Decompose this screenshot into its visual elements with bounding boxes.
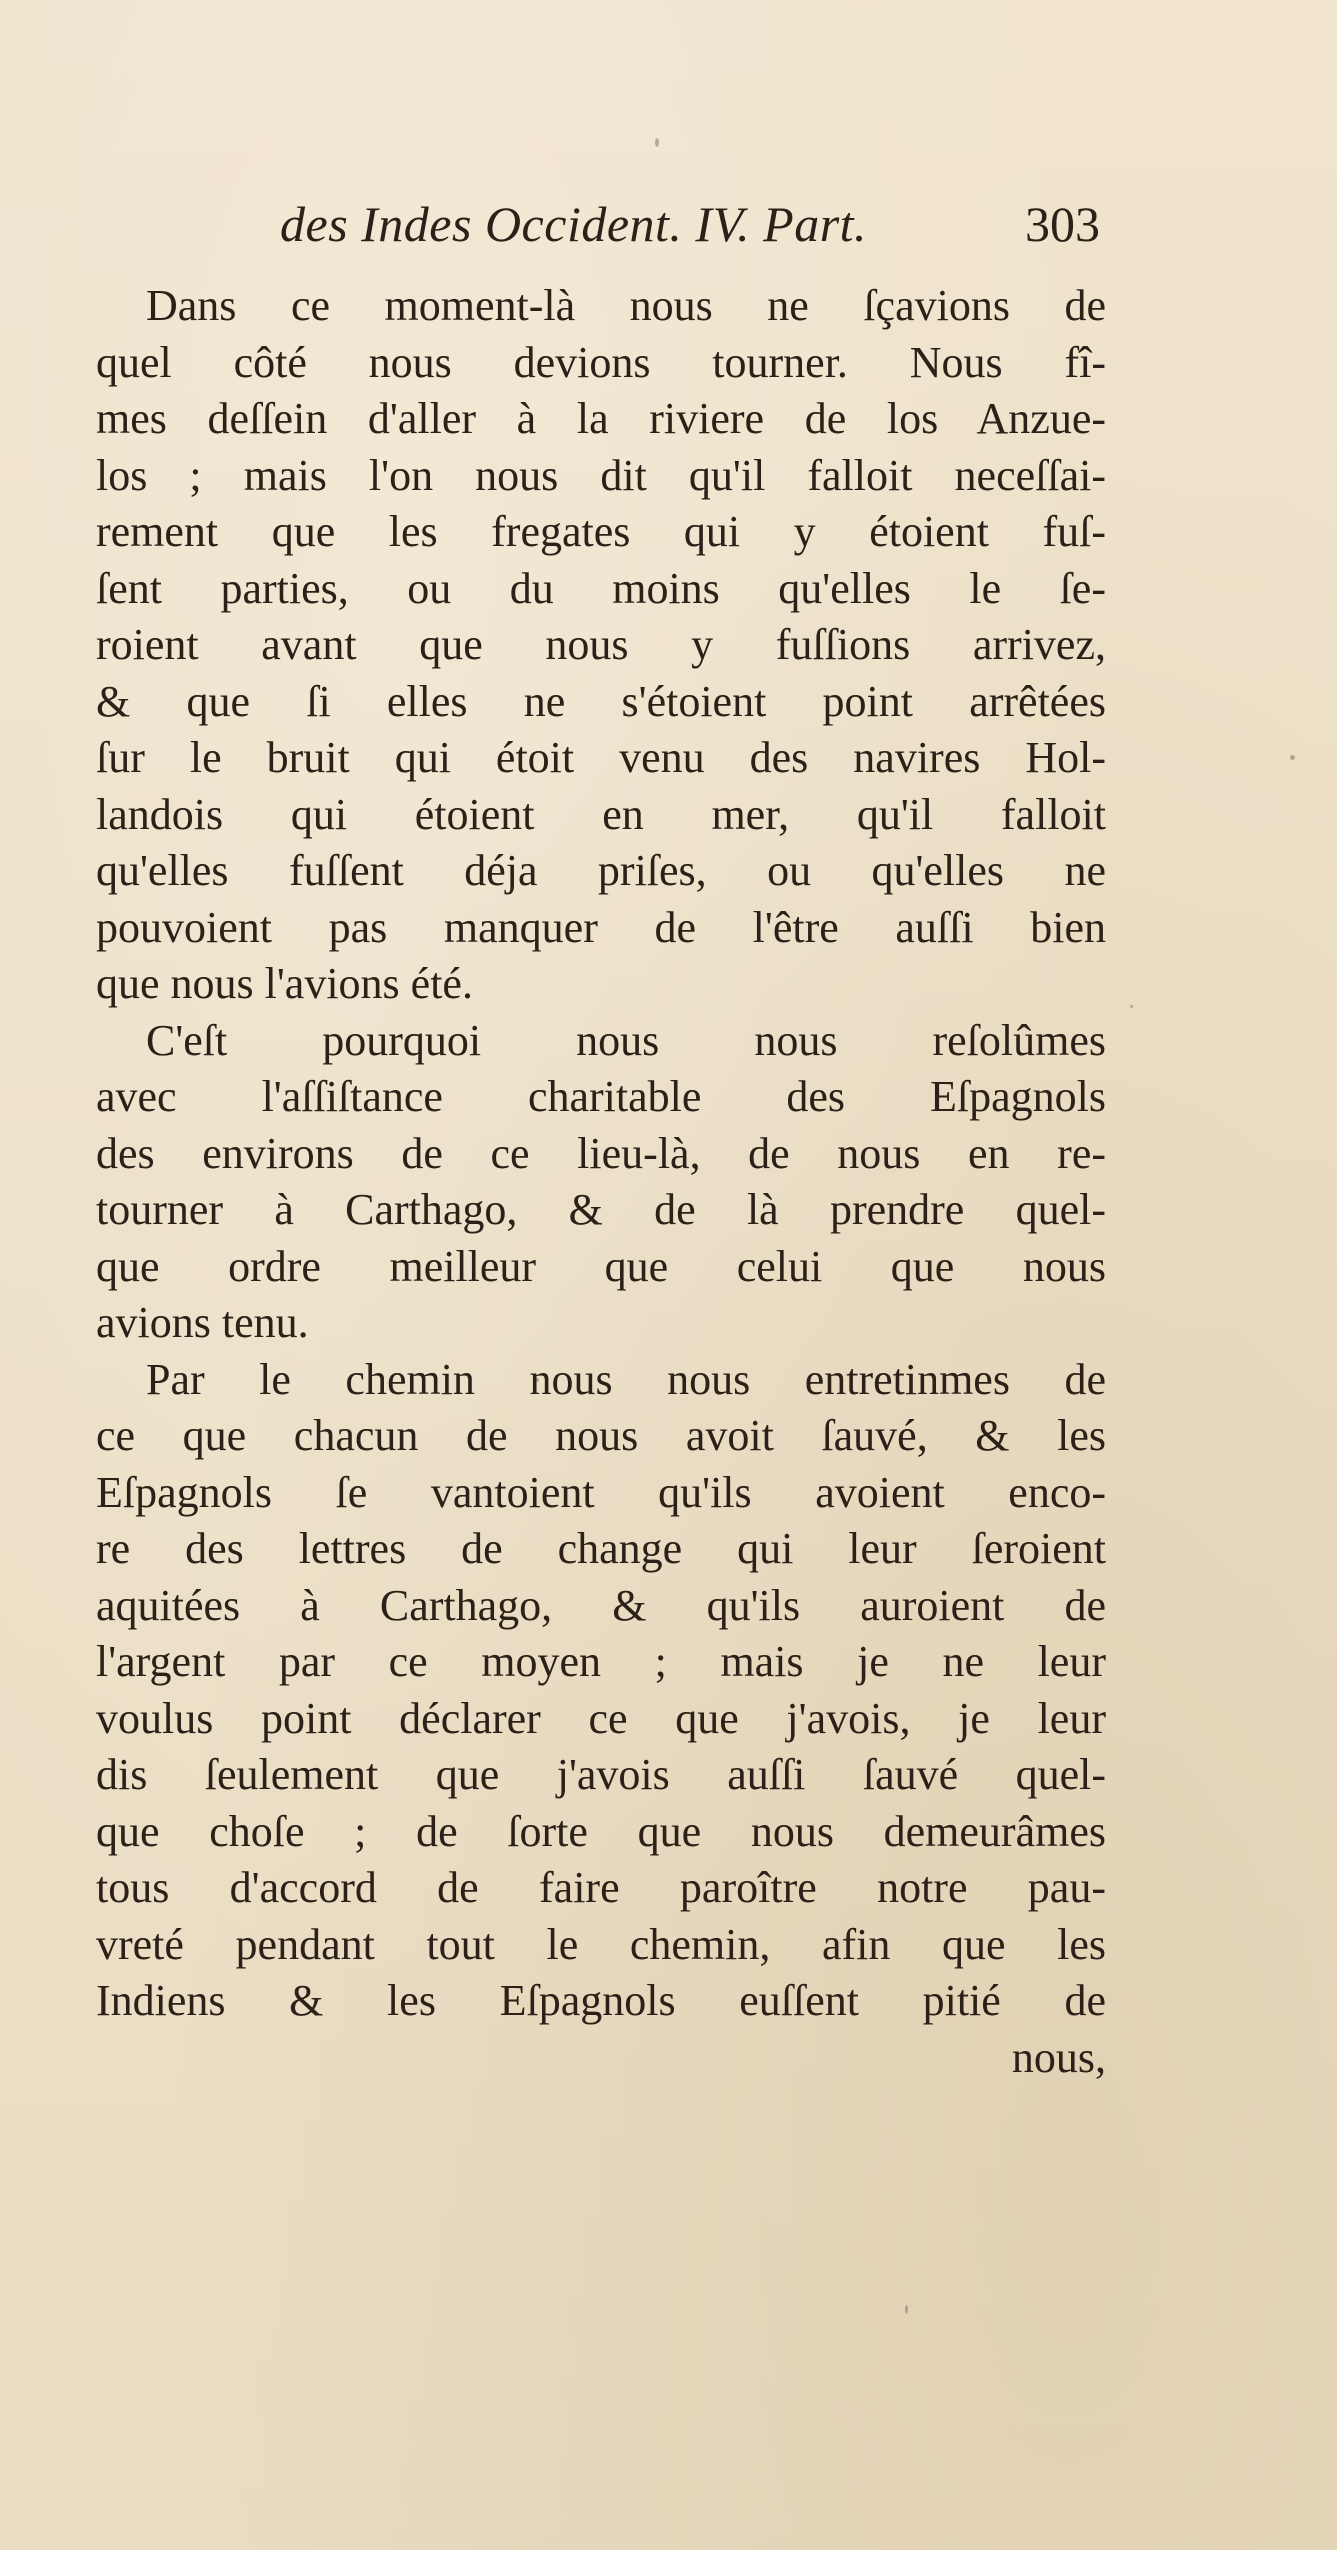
text-line: que ordre meilleur que celui que nous — [96, 1241, 1106, 1291]
text-line: & que ſi elles ne s'étoient point arrêtées — [96, 676, 1106, 726]
text-line: tourner à Carthago, & de là prendre quel- — [96, 1185, 1106, 1234]
text-line: ſur le bruit qui étoit venu des navires Hol- — [96, 733, 1106, 782]
text-line: pouvoient pas manquer de l'être auſſi bien — [96, 902, 1106, 952]
text-line: Dans ce moment-là nous ne ſçavions de — [146, 281, 1106, 330]
text-line: voulus point déclarer ce que j'avois, je leur — [96, 1693, 1106, 1743]
running-title: des Indes Occident. IV. Part. — [280, 196, 868, 252]
text-line: qu'elles fuſſent déja priſes, ou qu'elles ne — [96, 846, 1106, 895]
paper-speck — [655, 138, 659, 147]
paragraph-3 — [96, 1352, 1106, 2030]
text-line: quel côté nous devions tourner. Nous fî- — [96, 337, 1106, 387]
text-line: que nous l'avions été. — [96, 959, 473, 1008]
paragraph-2 — [96, 1013, 1106, 1352]
text-line: vreté pendant tout le chemin, afin que les — [96, 1919, 1106, 1969]
text-line: l'argent par ce moyen ; mais je ne leur — [96, 1637, 1106, 1686]
text-line: que choſe ; de ſorte que nous demeurâmes — [96, 1806, 1106, 1856]
text-line: ce que chacun de nous avoit ſauvé, & les — [96, 1411, 1106, 1460]
text-line: avec l'aſſiſtance charitable des Eſpagnols — [96, 1072, 1106, 1121]
text-line: tous d'accord de faire paroître notre pau- — [96, 1863, 1106, 1912]
catchword: nous, — [1011, 2032, 1106, 2082]
paper-speck — [1130, 1005, 1133, 1008]
text-line: ſent parties, ou du moins qu'elles le ſe- — [96, 563, 1106, 613]
page-number: 303 — [1025, 196, 1100, 252]
text-line: dis ſeulement que j'avois auſſi ſauvé quel- — [96, 1750, 1106, 1799]
paragraph-1 — [96, 278, 1106, 1013]
text-line: mes deſſein d'aller à la riviere de los Anzue- — [96, 394, 1106, 443]
text-line: landois qui étoient en mer, qu'il falloit — [96, 789, 1106, 839]
text-line: Par le chemin nous nous entretinmes de — [146, 1354, 1106, 1404]
text-line: roient avant que nous y fuſſions arrivez, — [96, 620, 1106, 669]
text-line: rement que les fregates qui y étoient fuſ- — [96, 507, 1106, 556]
text-line: los ; mais l'on nous dit qu'il falloit neceſſai- — [96, 450, 1106, 500]
body-text — [96, 278, 1106, 2086]
paper-speck — [1290, 755, 1295, 760]
text-line: avions tenu. — [96, 1298, 309, 1347]
page-header — [280, 195, 1100, 285]
text-line: Indiens & les Eſpagnols euſſent pitié de — [96, 1976, 1106, 2025]
text-line: Eſpagnols ſe vantoient qu'ils avoient enco- — [96, 1467, 1106, 1517]
text-line: des environs de ce lieu-là, de nous en re- — [96, 1128, 1106, 1178]
paper-speck — [905, 2305, 908, 2314]
text-line: re des lettres de change qui leur ſeroient — [96, 1524, 1106, 1573]
text-line: aquitées à Carthago, & qu'ils auroient de — [96, 1580, 1106, 1630]
text-line: C'eſt pourquoi nous nous reſolûmes — [146, 1015, 1106, 1065]
